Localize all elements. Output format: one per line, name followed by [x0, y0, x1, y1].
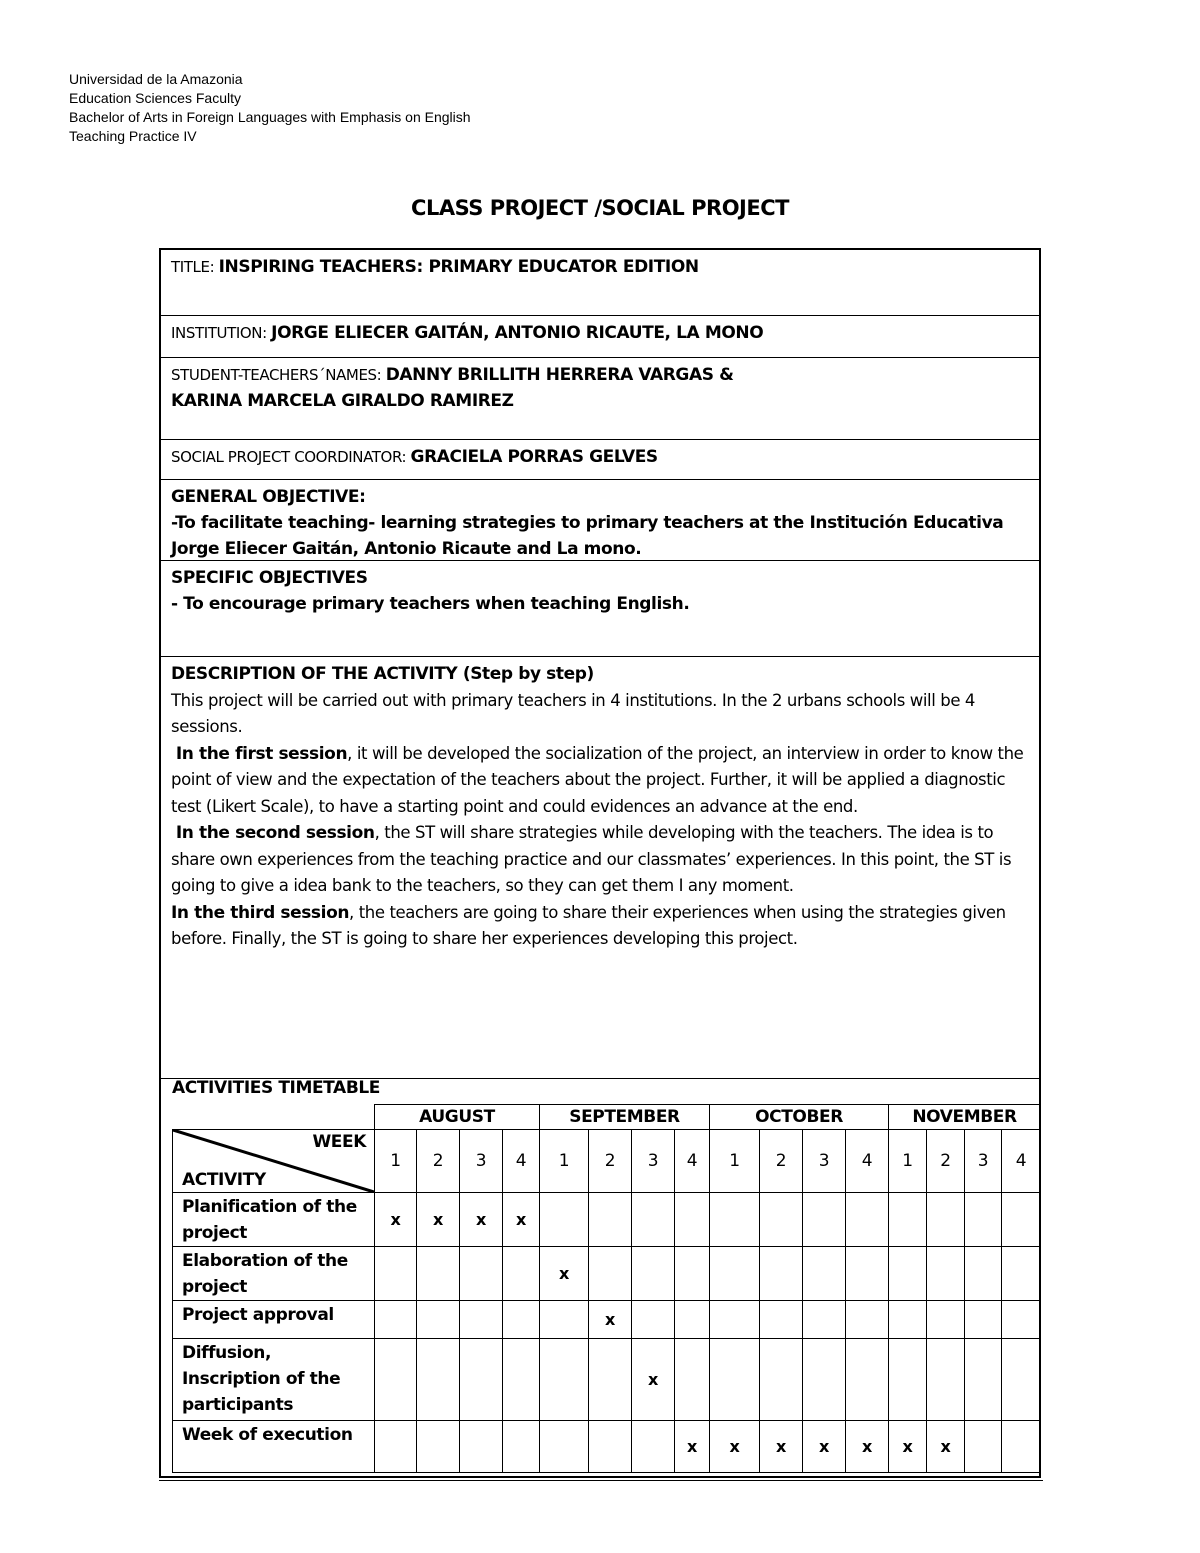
- schedule-cell: x: [803, 1421, 846, 1473]
- schedule-cell: x: [846, 1421, 889, 1473]
- schedule-cell: [460, 1247, 503, 1301]
- week-cell: 3: [460, 1130, 503, 1193]
- session-3-label: In the third session: [171, 902, 350, 923]
- coordinator-value: GRACIELA PORRAS GELVES: [410, 447, 658, 467]
- schedule-cell: [375, 1339, 417, 1421]
- timetable-title: ACTIVITIES TIMETABLE: [172, 1078, 381, 1098]
- session-1-label: In the first session: [175, 743, 348, 764]
- header-faculty: Education Sciences Faculty: [69, 90, 241, 106]
- description-session-1: [171, 741, 1029, 821]
- schedule-cell: [889, 1247, 927, 1301]
- general-objective-heading: GENERAL OBJECTIVE:: [171, 487, 366, 507]
- session-3-text: , the teachers are going to share their experiences when using the strategies given before. Finally, the ST is going to share her experiences developing this project.: [171, 902, 1006, 948]
- schedule-cell: [460, 1339, 503, 1421]
- schedule-cell: [632, 1193, 675, 1247]
- title-value: INSPIRING TEACHERS: PRIMARY EDUCATOR EDITION: [218, 257, 699, 277]
- schedule-cell: x: [889, 1421, 927, 1473]
- schedule-cell: [846, 1193, 889, 1247]
- schedule-cell: [760, 1339, 803, 1421]
- activity-name: Planification of the project: [173, 1193, 375, 1247]
- activity-name: Diffusion, Inscription of the participants: [173, 1339, 375, 1421]
- schedule-cell: [846, 1339, 889, 1421]
- schedule-cell: [710, 1193, 760, 1247]
- activity-row: [173, 1339, 1041, 1421]
- week-cell: 1: [540, 1130, 589, 1193]
- schedule-cell: [927, 1193, 965, 1247]
- schedule-cell: [417, 1339, 460, 1421]
- coordinator-label: SOCIAL PROJECT COORDINATOR:: [171, 448, 411, 466]
- month-october: OCTOBER: [710, 1105, 889, 1130]
- schedule-cell: [460, 1421, 503, 1473]
- week-cell: 3: [965, 1130, 1002, 1193]
- schedule-cell: [965, 1339, 1002, 1421]
- week-cell: 1: [375, 1130, 417, 1193]
- corner-blank: [173, 1105, 375, 1130]
- schedule-cell: x: [375, 1193, 417, 1247]
- general-objective-section: [161, 480, 1039, 561]
- description-session-2: [171, 820, 1029, 900]
- students-value-1: DANNY BRILLITH HERRERA VARGAS &: [385, 365, 734, 385]
- week-cell: 4: [846, 1130, 889, 1193]
- schedule-cell: [503, 1339, 540, 1421]
- schedule-cell: [417, 1247, 460, 1301]
- schedule-cell: [503, 1301, 540, 1339]
- month-september: SEPTEMBER: [540, 1105, 710, 1130]
- schedule-cell: x: [417, 1193, 460, 1247]
- schedule-cell: [710, 1301, 760, 1339]
- schedule-cell: [417, 1421, 460, 1473]
- schedule-cell: [889, 1193, 927, 1247]
- session-1-text: , it will be developed the socialization of the project, an interview in order to know the point of view and the expectation of the teachers about the project. Further, it will be applied a diagnostic test (Likert Scale), to have a starting point and could evidences an advance at the end.: [171, 743, 1024, 816]
- schedule-cell: [846, 1301, 889, 1339]
- schedule-cell: [460, 1301, 503, 1339]
- schedule-cell: [503, 1247, 540, 1301]
- week-cell: 4: [503, 1130, 540, 1193]
- document-title: CLASS PROJECT /SOCIAL PROJECT: [411, 196, 789, 220]
- schedule-cell: [965, 1421, 1002, 1473]
- schedule-cell: [803, 1247, 846, 1301]
- schedule-cell: [540, 1301, 589, 1339]
- diagonal-header: [173, 1130, 374, 1192]
- schedule-cell: [965, 1301, 1002, 1339]
- schedule-cell: [632, 1421, 675, 1473]
- week-cell: 4: [675, 1130, 710, 1193]
- week-cell: 4: [1002, 1130, 1041, 1193]
- schedule-cell: [417, 1301, 460, 1339]
- month-november: NOVEMBER: [889, 1105, 1041, 1130]
- schedule-cell: [675, 1193, 710, 1247]
- header-university: Universidad de la Amazonia: [69, 71, 243, 87]
- schedule-cell: [965, 1247, 1002, 1301]
- schedule-cell: [760, 1301, 803, 1339]
- schedule-cell: [375, 1301, 417, 1339]
- schedule-cell: [1002, 1421, 1041, 1473]
- week-cell: 1: [710, 1130, 760, 1193]
- schedule-cell: [540, 1339, 589, 1421]
- description-heading: DESCRIPTION OF THE ACTIVITY (Step by step): [171, 664, 594, 684]
- schedule-cell: [375, 1421, 417, 1473]
- week-activity-header: [173, 1130, 375, 1193]
- schedule-cell: x: [460, 1193, 503, 1247]
- activity-row: [173, 1421, 1041, 1473]
- schedule-cell: [1002, 1193, 1041, 1247]
- schedule-cell: [589, 1421, 632, 1473]
- students-label: STUDENT-TEACHERS´NAMES:: [171, 366, 386, 384]
- schedule-cell: x: [710, 1421, 760, 1473]
- specific-objectives-section: [161, 561, 1039, 657]
- schedule-cell: [375, 1247, 417, 1301]
- activity-row: [173, 1301, 1041, 1339]
- month-august: AUGUST: [375, 1105, 540, 1130]
- institution-label: INSTITUTION:: [171, 324, 272, 342]
- schedule-cell: [1002, 1301, 1041, 1339]
- schedule-cell: x: [589, 1301, 632, 1339]
- header-course: Teaching Practice IV: [69, 128, 197, 144]
- activity-rows: [173, 1193, 1041, 1473]
- activity-row: [173, 1193, 1041, 1247]
- week-cell: 2: [589, 1130, 632, 1193]
- general-objective-text: -To facilitate teaching- learning strategies to primary teachers at the Institución Educativa Jorge Eliecer Gaitán, Antonio Ricaute and La mono.: [171, 513, 1004, 559]
- institution-header: [69, 70, 471, 146]
- schedule-cell: [760, 1247, 803, 1301]
- schedule-cell: [710, 1339, 760, 1421]
- schedule-cell: x: [540, 1247, 589, 1301]
- week-cell: 1: [889, 1130, 927, 1193]
- week-cell: 3: [803, 1130, 846, 1193]
- schedule-cell: [540, 1193, 589, 1247]
- schedule-cell: [889, 1339, 927, 1421]
- week-label: WEEK: [312, 1132, 366, 1152]
- schedule-cell: [927, 1339, 965, 1421]
- schedule-cell: x: [927, 1421, 965, 1473]
- schedule-cell: [1002, 1247, 1041, 1301]
- schedule-cell: [503, 1421, 540, 1473]
- schedule-cell: x: [632, 1339, 675, 1421]
- schedule-cell: [803, 1301, 846, 1339]
- specific-objectives-heading: SPECIFIC OBJECTIVES: [171, 568, 368, 588]
- activity-label: ACTIVITY: [182, 1170, 266, 1190]
- description-section: [161, 657, 1039, 1079]
- students-value-2: KARINA MARCELA GIRALDO RAMIREZ: [171, 391, 514, 411]
- institution-section: [161, 316, 1039, 358]
- schedule-cell: [589, 1339, 632, 1421]
- specific-objectives-text: - To encourage primary teachers when teaching English.: [171, 594, 690, 614]
- week-cell: 3: [632, 1130, 675, 1193]
- activities-timetable: [172, 1104, 1041, 1473]
- coordinator-section: [161, 440, 1039, 480]
- week-cell: 2: [927, 1130, 965, 1193]
- schedule-cell: [589, 1247, 632, 1301]
- schedule-cell: [889, 1301, 927, 1339]
- description-session-3: [171, 900, 1029, 953]
- schedule-cell: [846, 1247, 889, 1301]
- title-section: [161, 250, 1039, 316]
- schedule-cell: [632, 1247, 675, 1301]
- schedule-cell: [675, 1301, 710, 1339]
- session-2-text: , the ST will share strategies while developing with the teachers. The idea is to share own experiences from the teaching practice and our classmates’ experiences. In this point, the ST is going to give a idea bank to the teachers, so they can get them I any moment.: [171, 823, 1012, 895]
- schedule-cell: [803, 1339, 846, 1421]
- schedule-cell: [927, 1301, 965, 1339]
- institution-value: JORGE ELIECER GAITÁN, ANTONIO RICAUTE, LA MONO: [271, 323, 764, 343]
- description-intro: This project will be carried out with primary teachers in 4 institutions. In the 2 urbans schools will be 4 sessions.: [171, 690, 976, 736]
- activity-name: Week of execution: [173, 1421, 375, 1473]
- schedule-cell: [589, 1193, 632, 1247]
- schedule-cell: [632, 1301, 675, 1339]
- session-2-label: In the second session: [175, 823, 375, 843]
- schedule-cell: [675, 1339, 710, 1421]
- schedule-cell: x: [503, 1193, 540, 1247]
- form-bottom-line: [159, 1480, 1043, 1481]
- activity-name: Elaboration of the project: [173, 1247, 375, 1301]
- schedule-cell: [675, 1247, 710, 1301]
- schedule-cell: [803, 1193, 846, 1247]
- month-row: [173, 1105, 1041, 1130]
- students-section: [161, 358, 1039, 440]
- schedule-cell: [540, 1421, 589, 1473]
- schedule-cell: [965, 1193, 1002, 1247]
- week-cell: 2: [417, 1130, 460, 1193]
- title-label: TITLE:: [171, 258, 219, 276]
- activity-row: [173, 1247, 1041, 1301]
- schedule-cell: [1002, 1339, 1041, 1421]
- header-program: Bachelor of Arts in Foreign Languages with Emphasis on English: [69, 109, 471, 125]
- week-row: [173, 1130, 1041, 1193]
- schedule-cell: [927, 1247, 965, 1301]
- schedule-cell: x: [760, 1421, 803, 1473]
- schedule-cell: [760, 1193, 803, 1247]
- week-cell: 2: [760, 1130, 803, 1193]
- schedule-cell: x: [675, 1421, 710, 1473]
- activity-name: Project approval: [173, 1301, 375, 1339]
- schedule-cell: [710, 1247, 760, 1301]
